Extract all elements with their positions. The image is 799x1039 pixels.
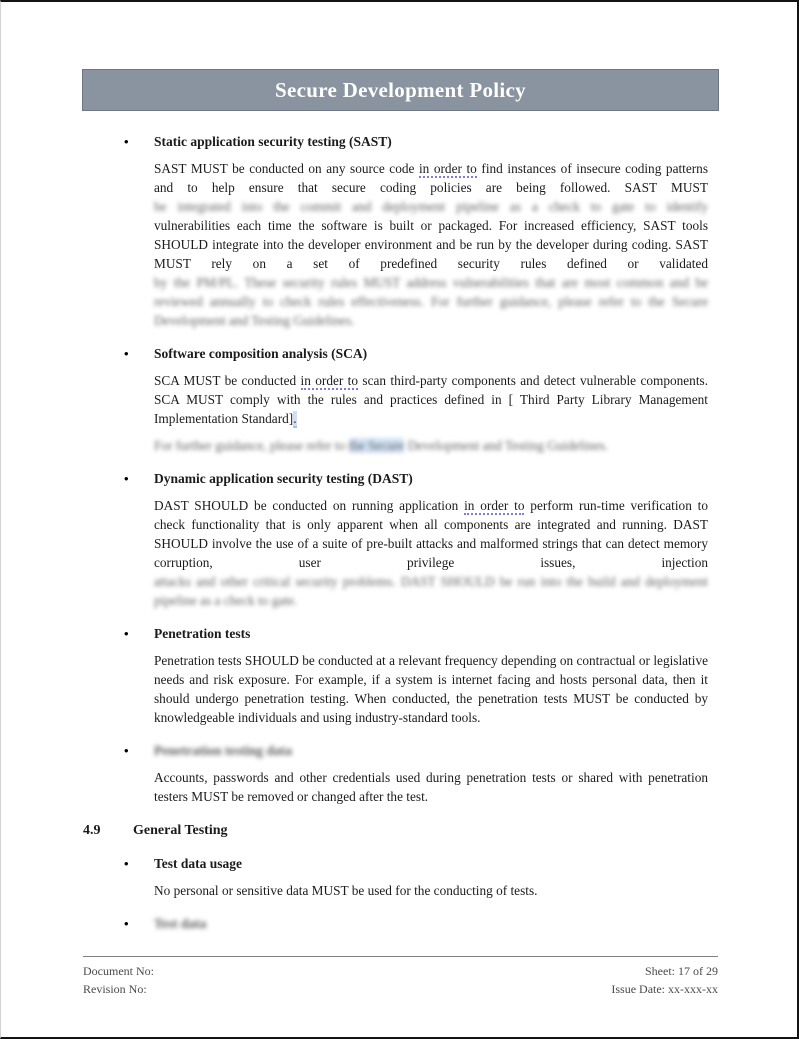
bullet-heading-testusage: • Test data usage	[124, 856, 243, 871]
bullet-item-sast	[124, 132, 709, 330]
footer-document-no: Document No:	[83, 964, 154, 978]
blurred-heading-text: Penetration testing data	[154, 743, 292, 758]
bullet-heading-sast: • Static application security testing (SAST)	[124, 134, 392, 149]
bullet-heading-testdata	[124, 914, 708, 933]
bullet-icon: •	[124, 856, 129, 871]
section-number: 4.9	[83, 823, 101, 838]
bullet-icon: •	[124, 471, 129, 486]
tracked-change-mark: .	[293, 411, 297, 426]
footer-issue-date: Issue Date: xx-xxx-xx	[611, 982, 718, 996]
bullet-icon: •	[124, 743, 129, 758]
document-body	[124, 132, 709, 806]
section-title: General Testing	[133, 823, 228, 838]
bullet-icon: •	[124, 346, 129, 361]
footer-sheet: Sheet: 17 of 29	[645, 964, 718, 978]
sast-segment-blurred-1: be integrated into the commit and deployment pipeline as a check to gate to identify	[154, 199, 708, 214]
section-heading-4-9	[83, 821, 797, 840]
paragraph-sast	[154, 159, 708, 330]
bullet-item-pendata	[124, 741, 708, 806]
bullet-icon: •	[124, 134, 129, 149]
bullet-item-sca	[124, 344, 709, 455]
hyperlink-highlight: the Secure	[348, 438, 405, 453]
sca-guidance-blurred: For further guidance, please refer to the Secure Development and Testing Guidelines.	[154, 438, 609, 453]
sca-segment-clear: SCA MUST be conducted in order to scan third-party components and detect vulnerable components. SCA MUST comply with the rules and practices defined in [ Third Party Library Management Implementation Standard].	[154, 373, 709, 426]
bullet-heading-pendata	[124, 741, 708, 760]
bullet-icon: •	[124, 916, 129, 931]
grammar-suggestion-underline: in order to	[418, 161, 477, 176]
bullet-heading-sca: • Software composition analysis (SCA)	[124, 346, 368, 361]
paragraph-pentest	[154, 651, 708, 727]
page-title: Secure Development Policy	[275, 77, 526, 102]
paragraph-pendata	[154, 768, 708, 806]
sast-segment-blurred-2: by the PM/PL. These security rules MUST address vulnerabilities that are most common and be reviewed annually to check rules effectiveness. For further guidance, please refer to the Secure Development and Testing Guidelines.	[154, 275, 708, 328]
bullet-item-testusage	[124, 854, 708, 900]
pentest-text: Penetration tests SHOULD be conducted at a relevant frequency depending on contractual or legislative needs and risk exposure. For example, if a system is internet facing and hosts personal data, then it should undergo penetration testing. When conducted, the penetration tests MUST be conducted by knowledgeable individuals and using industry-standard tools.	[154, 653, 708, 725]
dast-segment-clear: DAST SHOULD be conducted on running application in order to perform run-time verification to check functionality that is only apparent when all components are integrated and running. DAST SHOULD involve the use of a suite of pre-built attacks and malformed strings that can detect memory corruption, user privilege issues, injection	[154, 498, 709, 570]
footer-right-column	[611, 962, 718, 998]
paragraph-testusage	[154, 881, 708, 900]
bullet-icon: •	[124, 626, 129, 641]
sast-segment-clear-2: vulnerabilities each time the software is built or packaged. For increased efficiency, SAST tools SHOULD integrate into the developer environment and be run by the developer during coding. SAST MUST rely on a set of predefined security rules defined or validated	[154, 218, 708, 271]
bullet-item-pentest	[124, 624, 708, 727]
page-footer	[83, 956, 718, 998]
paragraph-dast	[154, 496, 708, 610]
blurred-heading-text: Test data	[154, 916, 207, 931]
section-4-9-body	[124, 854, 708, 933]
bullet-item-testdata	[124, 914, 708, 933]
bullet-heading-pentest: • Penetration tests	[124, 626, 251, 641]
bullet-heading-dast: • Dynamic application security testing (DAST)	[124, 471, 413, 486]
paragraph-sca	[154, 371, 708, 428]
footer-left-column	[83, 962, 154, 998]
title-banner	[82, 69, 719, 111]
dast-segment-blurred: attacks and other critical security problems. DAST SHOULD be run into the build and deployment pipeline as a check to gate.	[154, 574, 708, 608]
bullet-item-dast	[124, 469, 709, 610]
grammar-suggestion-underline: in order to	[300, 373, 359, 388]
testusage-text: No personal or sensitive data MUST be used for the conducting of tests.	[154, 883, 538, 898]
sast-segment-clear-1: SAST MUST be conducted on any source code in order to find instances of insecure coding patterns and to help ensure that secure coding policies are being followed. SAST MUST	[154, 161, 709, 195]
grammar-suggestion-underline: in order to	[464, 498, 525, 513]
pendata-text: Accounts, passwords and other credentials used during penetration tests or shared with penetration testers MUST be removed or changed after the test.	[154, 770, 708, 804]
footer-revision-no: Revision No:	[83, 982, 147, 996]
